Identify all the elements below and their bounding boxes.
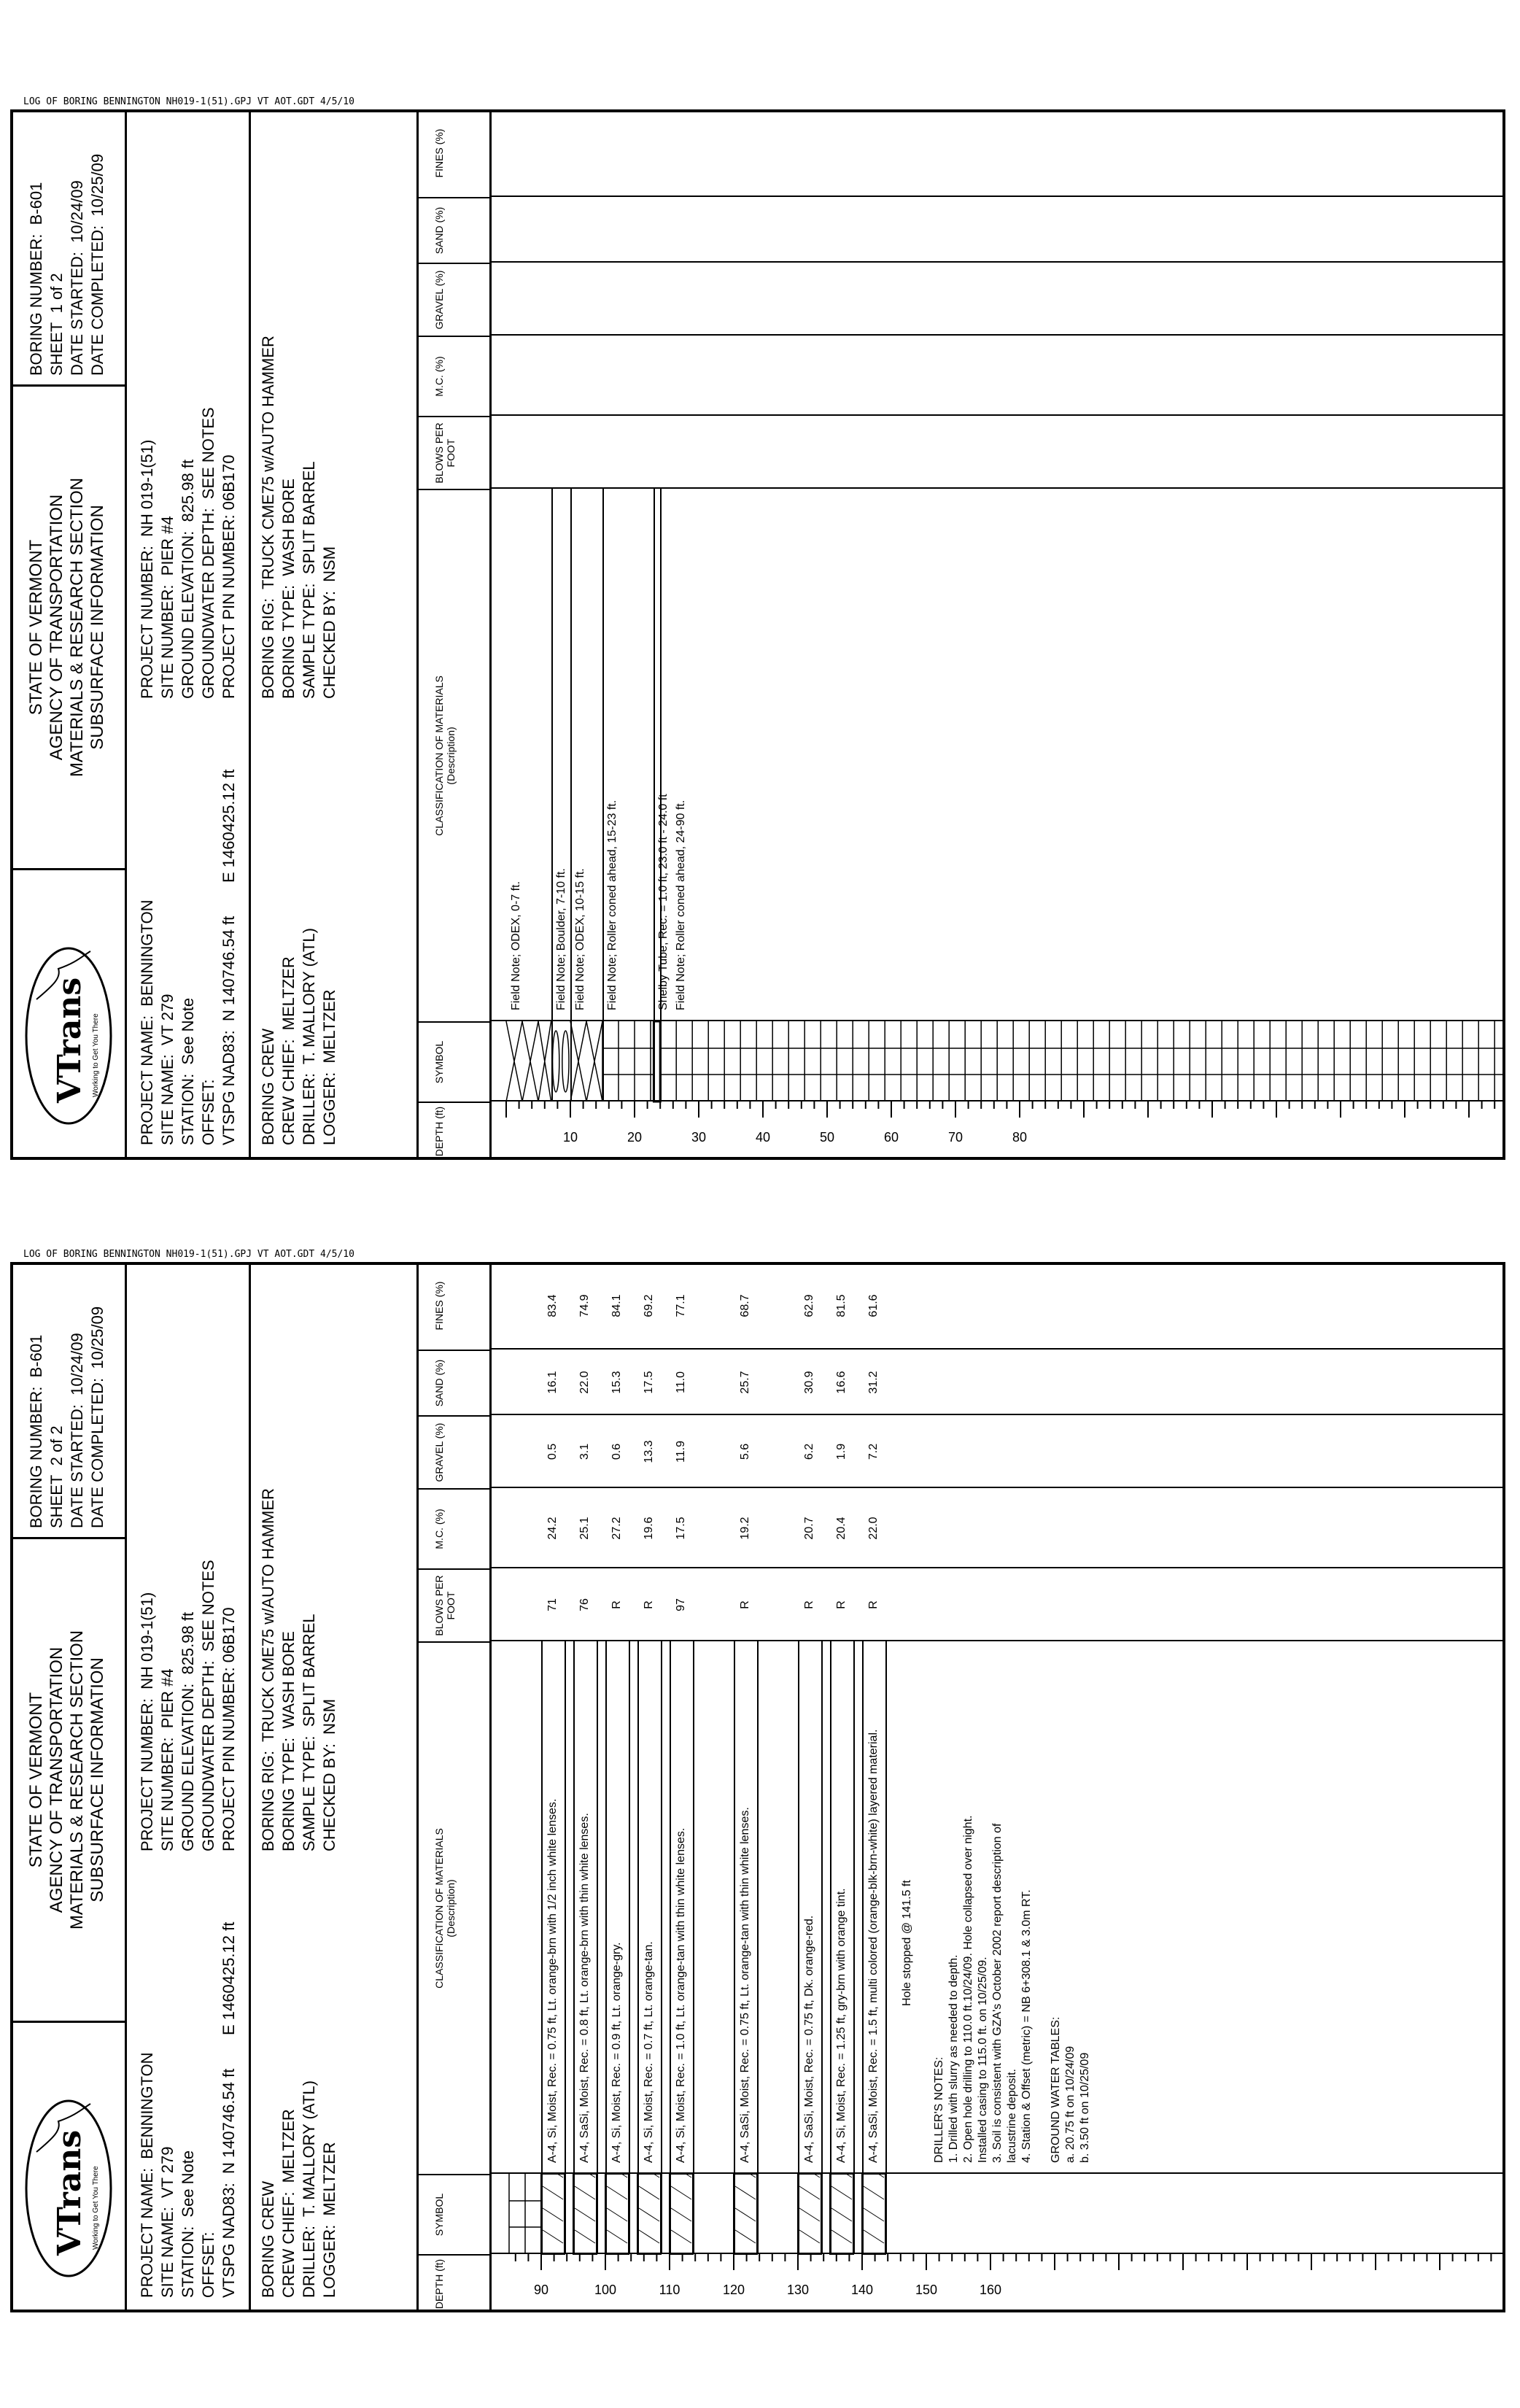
silt-symbol-pattern xyxy=(541,2174,565,2254)
sample-mc-value: 19.2 xyxy=(739,1517,751,1540)
depth-tick-label: 90 xyxy=(533,2282,549,2297)
boring-type: WASH BORE xyxy=(279,479,298,576)
sample-blows-value: R xyxy=(803,1600,815,1609)
sample-type-label: SAMPLE TYPE: xyxy=(300,1735,318,1851)
spacer xyxy=(1034,1816,1049,2163)
column-header-sublabel: (Description) xyxy=(445,727,457,785)
sample-fines-value: 74.9 xyxy=(578,1294,591,1317)
log-body xyxy=(492,1262,1505,2312)
logger-label: LOGGER: xyxy=(320,1072,338,1145)
agency-line-3: MATERIALS & RESEARCH SECTION xyxy=(67,477,87,778)
agency-line-2: AGENCY OF TRANSPORTATION xyxy=(47,1646,66,1913)
column-headers xyxy=(419,1262,492,2312)
sample-blows-value: R xyxy=(739,1600,751,1609)
project-numbers xyxy=(127,109,251,708)
sample-sand-value: 16.1 xyxy=(546,1371,559,1394)
column-header-blows xyxy=(419,416,492,489)
sample-description: A-4, SaSi, Moist, Rec. = 0.75 ft, Dk. orange-red. xyxy=(803,1915,815,2163)
crew-block xyxy=(251,1262,419,2312)
boulder-symbol-pattern xyxy=(553,1031,569,1092)
date-started: 10/24/09 xyxy=(68,180,86,243)
column-header-label: SAND (%) xyxy=(433,206,445,255)
sample-fines-value: 68.7 xyxy=(739,1294,751,1317)
groundwater-depth: SEE NOTES xyxy=(199,407,217,500)
agency-heading xyxy=(10,387,127,868)
date-completed-label: DATE COMPLETED: xyxy=(88,1377,106,1528)
layer-boundary xyxy=(885,1641,887,2254)
depth-and-symbol-column xyxy=(492,2174,1505,2312)
boring-info xyxy=(10,109,127,387)
depth-tick-label: 40 xyxy=(755,1129,771,1145)
file-label: LOG OF BORING BENNINGTON NH019-1(51).GPJ VT AOT.GDT 4/5/10 xyxy=(23,96,354,107)
northing: N 140746.54 ft xyxy=(220,915,238,1022)
column-divider xyxy=(492,334,1505,336)
depth-tick-label: 120 xyxy=(722,2282,745,2297)
boring-rig-label: BORING RIG: xyxy=(259,1750,277,1851)
boring-type: WASH BORE xyxy=(279,1631,298,1729)
agency-line-3: MATERIALS & RESEARCH SECTION xyxy=(67,1630,87,1930)
field-note: Field Note; Roller coned ahead, 24-90 ft. xyxy=(675,800,688,1010)
sample-gravel-value: 0.5 xyxy=(546,1443,559,1460)
sample-fines-value: 61.6 xyxy=(867,1294,880,1317)
layer-boundary xyxy=(830,1641,831,2254)
ground-elevation: 825.98 ft xyxy=(179,459,197,522)
groundwater-reading: b. 3.50 ft on 10/25/09 xyxy=(1079,2052,1091,2163)
project-name-label: PROJECT NAME: xyxy=(138,1015,156,1145)
project-number-label: PROJECT NUMBER: xyxy=(138,1698,156,1851)
silt-symbol-pattern xyxy=(734,2174,757,2254)
fill-symbol-pattern xyxy=(506,1021,551,1102)
sample-gravel-value: 1.9 xyxy=(835,1443,848,1460)
sheet-1 xyxy=(10,109,1520,1174)
column-header-gravel xyxy=(419,1415,492,1488)
column-header-symbol xyxy=(419,1021,492,1102)
ground-elevation-label: GROUND ELEVATION: xyxy=(179,1683,197,1851)
layer-boundary xyxy=(629,1641,630,2254)
sheet-of: 2 of 2 xyxy=(47,1425,66,1466)
layer-boundary xyxy=(570,489,572,1102)
vtspg-label: VTSPG NAD83: xyxy=(220,1030,238,1145)
title-block xyxy=(10,1262,251,2312)
logo-tagline: Working to Get You There xyxy=(92,2166,100,2250)
sample-sand-value: 25.7 xyxy=(739,1371,751,1394)
layer-boundary xyxy=(670,1641,671,2254)
silt-symbol-pattern xyxy=(573,2174,597,2254)
date-started-label: DATE STARTED: xyxy=(68,252,86,376)
column-header-label: CLASSIFICATION OF MATERIALS xyxy=(433,675,445,836)
offset-label: OFFSET: xyxy=(199,1079,217,1145)
station: See Note xyxy=(179,997,197,1065)
layer-boundary xyxy=(654,489,655,1102)
drillers-note-line: 4. Station & Offset (metric) = NB 6+308.1 & 3.0m RT. xyxy=(1020,1889,1033,2163)
site-name-label: SITE NAME: xyxy=(158,2207,177,2298)
sample-mc-value: 27.2 xyxy=(610,1517,623,1540)
logo-cell xyxy=(10,2021,127,2312)
column-header-sand xyxy=(419,197,492,263)
station-label: STATION: xyxy=(179,1073,197,1145)
sheet-2 xyxy=(10,1262,1520,2327)
logo-text: VTrans xyxy=(51,977,88,1103)
column-header-label: SYMBOL xyxy=(433,2193,445,2237)
drillers-note-line: 1. Drilled with slurry as needed to depth. xyxy=(947,1954,960,2163)
silt-symbol-pattern xyxy=(830,2174,853,2254)
logo-tagline: Working to Get You There xyxy=(92,1013,100,1097)
column-header-label: GRAVEL (%) xyxy=(433,270,445,330)
layer-boundary xyxy=(637,1641,639,2254)
site-number: PIER #4 xyxy=(158,1668,177,1729)
column-header-mc xyxy=(419,336,492,416)
sample-blows-value: R xyxy=(867,1600,880,1609)
pin-label: PROJECT PIN NUMBER: xyxy=(220,1667,238,1851)
layer-boundary xyxy=(541,1641,543,2254)
sample-blows-value: 97 xyxy=(675,1598,687,1611)
depth-tick-label: 70 xyxy=(947,1129,963,1145)
column-header-label: M.C. (%) xyxy=(433,356,445,397)
layer-boundary xyxy=(661,1641,662,2254)
depth-tick-label: 20 xyxy=(627,1129,643,1145)
groundwater-title: GROUND WATER TABLES: xyxy=(1050,2016,1062,2163)
sample-mc-value: 20.7 xyxy=(803,1517,815,1540)
drillers-notes-title: DRILLER'S NOTES: xyxy=(933,2056,945,2163)
sample-mc-value: 22.0 xyxy=(867,1517,880,1540)
sample-sand-value: 22.0 xyxy=(578,1371,591,1394)
project-name: BENNINGTON xyxy=(138,899,156,1007)
layer-boundary xyxy=(602,489,604,1102)
groundwater-reading: a. 20.75 ft on 10/24/09 xyxy=(1064,2045,1077,2163)
sample-sand-value: 15.3 xyxy=(610,1371,623,1394)
layer-boundary xyxy=(693,1641,694,2254)
sample-type-label: SAMPLE TYPE: xyxy=(300,583,318,699)
silt-symbol-pattern xyxy=(670,2174,693,2254)
sample-mc-value: 20.4 xyxy=(835,1517,848,1540)
sample-description: A-4, SaSi, Moist, Rec. = 1.5 ft, multi colored (orange-blk-brn-white) layered material. xyxy=(867,1729,880,2163)
sample-gravel-value: 7.2 xyxy=(867,1443,880,1460)
column-divider xyxy=(492,261,1505,263)
date-completed: 10/25/09 xyxy=(88,1306,106,1369)
layer-boundary xyxy=(605,1641,607,2254)
depth-tick-label: 80 xyxy=(1012,1129,1028,1145)
rock-symbol-pattern xyxy=(509,2174,541,2254)
boring-rig: TRUCK CME75 w/AUTO HAMMER xyxy=(259,336,277,590)
sample-gravel-value: 6.2 xyxy=(803,1443,815,1460)
sample-description: A-4, Si, Moist, Rec. = 1.25 ft, gry-brn with orange tint. xyxy=(835,1888,848,2163)
sample-fines-value: 69.2 xyxy=(643,1294,655,1317)
site-number-label: SITE NUMBER: xyxy=(158,584,177,699)
boring-rig-label: BORING RIG: xyxy=(259,597,277,699)
sheet-content xyxy=(10,109,1513,1160)
layer-boundary xyxy=(798,1641,799,2254)
agency-line-1: STATE OF VERMONT xyxy=(26,539,46,716)
rock-symbol-pattern xyxy=(602,1021,654,1102)
drillers-note-line: 2. Open hole drilling to 110.0 ft.10/24/09. Hole collapsed over night. xyxy=(962,1815,974,2163)
project-number-label: PROJECT NUMBER: xyxy=(138,546,156,699)
ground-elevation: 825.98 ft xyxy=(179,1611,197,1675)
sample-sand-value: 11.0 xyxy=(675,1371,687,1393)
crew-chief-label: CREW CHIEF: xyxy=(279,1039,298,1145)
column-divider xyxy=(492,1348,1505,1350)
boring-number: B-601 xyxy=(27,1334,45,1378)
sample-mc-value: 25.1 xyxy=(578,1517,591,1540)
column-header-label: GRAVEL (%) xyxy=(433,1422,445,1482)
layer-boundary xyxy=(757,1641,759,2254)
layer-boundary xyxy=(573,1641,575,2254)
fill-symbol-pattern xyxy=(570,1021,602,1102)
logger: MELTZER xyxy=(320,989,338,1064)
site-name: VT 279 xyxy=(158,2146,177,2199)
sample-blows-value: R xyxy=(835,1600,848,1609)
silt-symbol-pattern xyxy=(605,2174,629,2254)
depth-tick-label: 60 xyxy=(883,1129,899,1145)
sample-gravel-value: 5.6 xyxy=(739,1443,751,1460)
boring-crew-label: BORING CREW xyxy=(259,2180,277,2298)
layer-boundary xyxy=(565,1641,566,2254)
sample-gravel-value: 11.9 xyxy=(675,1441,687,1463)
column-divider xyxy=(492,1567,1505,1568)
sample-gravel-value: 13.3 xyxy=(643,1440,655,1463)
column-header-label: FINES (%) xyxy=(433,128,445,178)
layer-boundary xyxy=(734,1641,735,2254)
boring-info xyxy=(10,1262,127,1539)
boring-type-label: BORING TYPE: xyxy=(279,1737,298,1851)
depth-tick-label: 110 xyxy=(659,2282,680,2297)
crew-block xyxy=(251,109,419,1160)
site-name-label: SITE NAME: xyxy=(158,1054,177,1145)
sample-description: A-4, Si, Moist, Rec. = 0.9 ft, Lt. orange-gry. xyxy=(610,1942,623,2163)
column-header-label: DEPTH (ft) xyxy=(433,2258,445,2310)
drillers-note-line: lacustrine deposit. xyxy=(1006,2069,1018,2163)
sample-fines-value: 84.1 xyxy=(610,1294,623,1317)
sample-fines-value: 83.4 xyxy=(546,1294,559,1317)
column-header-depth xyxy=(419,2254,492,2312)
sample-sand-value: 31.2 xyxy=(867,1371,880,1394)
project-number: NH 019-1(51) xyxy=(138,1592,156,1689)
sample-sand-value: 17.5 xyxy=(643,1371,655,1394)
column-header-classification xyxy=(419,1641,492,2174)
boring-number: B-601 xyxy=(27,182,45,225)
column-header-depth xyxy=(419,1102,492,1160)
agency-line-4: SUBSURFACE INFORMATION xyxy=(88,505,107,750)
project-info xyxy=(127,708,251,1160)
project-numbers xyxy=(127,1262,251,1860)
column-header-label: CLASSIFICATION OF MATERIALS xyxy=(433,1828,445,1989)
sample-sand-value: 30.9 xyxy=(803,1371,815,1394)
column-header-blows xyxy=(419,1568,492,1641)
driller: T. MALLORY (ATL) xyxy=(300,2080,318,2218)
date-started-label: DATE STARTED: xyxy=(68,1404,86,1528)
vtrans-logo xyxy=(10,2021,127,2312)
sample-description: A-4, Si, Moist, Rec. = 0.75 ft, Lt. orange-brn with 1/2 inch white lenses. xyxy=(546,1798,559,2163)
vtrans-logo xyxy=(10,868,127,1160)
sheet-label: SHEET xyxy=(47,322,66,376)
depth-tick-label: 50 xyxy=(819,1129,835,1145)
boring-rig: TRUCK CME75 w/AUTO HAMMER xyxy=(259,1488,277,1743)
sample-type: SPLIT BARREL xyxy=(300,1614,318,1727)
sheet-content xyxy=(10,1262,1513,2312)
crew-chief: MELTZER xyxy=(279,2109,298,2183)
sample-description: A-4, Si, Moist, Rec. = 0.7 ft, Lt. orange-tan. xyxy=(643,1941,655,2163)
field-note: Field Note; ODEX, 0-7 ft. xyxy=(510,881,522,1010)
ground-elevation-label: GROUND ELEVATION: xyxy=(179,530,197,699)
boring-number-label: BORING NUMBER: xyxy=(27,233,45,376)
date-completed-label: DATE COMPLETED: xyxy=(88,225,106,376)
drillers-note-line: 3. Soil is consistent with GZA's October 2002 report description of xyxy=(991,1823,1004,2163)
sample-description: A-4, Si, Moist, Rec. = 1.0 ft, Lt. orange-tan with thin white lenses. xyxy=(675,1827,687,2163)
driller-label: DRILLER: xyxy=(300,1072,318,1145)
project-name-label: PROJECT NAME: xyxy=(138,2167,156,2298)
station-label: STATION: xyxy=(179,2226,197,2298)
sample-sand-value: 16.6 xyxy=(835,1371,848,1394)
boring-crew-label: BORING CREW xyxy=(259,1028,277,1145)
pin-label: PROJECT PIN NUMBER: xyxy=(220,514,238,699)
offset-label: OFFSET: xyxy=(199,2231,217,2298)
log-body xyxy=(492,109,1505,1160)
column-divider xyxy=(492,414,1505,416)
sample-description: A-4, SaSi, Moist, Rec. = 0.75 ft, Lt. orange-tan with thin white lenses. xyxy=(739,1807,751,2163)
driller: T. MALLORY (ATL) xyxy=(300,928,318,1065)
project-info xyxy=(127,1860,251,2312)
hole-stopped-note: Hole stopped @ 141.5 ft xyxy=(901,1880,913,2006)
column-divider xyxy=(492,1414,1505,1415)
field-note: Field Note; Roller coned ahead, 15-23 ft. xyxy=(606,800,619,1010)
column-header-sublabel: (Description) xyxy=(445,1879,457,1937)
depth-tick-label: 130 xyxy=(786,2282,810,2297)
site-number-label: SITE NUMBER: xyxy=(158,1737,177,1851)
column-header-label: DEPTH (ft) xyxy=(433,1106,445,1157)
sample-description: A-4, SaSi, Moist, Rec. = 0.8 ft, Lt. orange-brn with thin white lenses. xyxy=(578,1813,591,2163)
date-completed: 10/25/09 xyxy=(88,153,106,217)
sample-gravel-value: 0.6 xyxy=(610,1443,623,1460)
agency-line-1: STATE OF VERMONT xyxy=(26,1692,46,1868)
crew-chief-label: CREW CHIEF: xyxy=(279,2191,298,2298)
depth-and-symbol-column xyxy=(492,1021,1505,1160)
column-header-label: M.C. (%) xyxy=(433,1509,445,1549)
depth-tick-label: 10 xyxy=(562,1129,578,1145)
sample-mc-value: 17.5 xyxy=(675,1517,687,1540)
project-number: NH 019-1(51) xyxy=(138,439,156,537)
sample-blows-value: R xyxy=(610,1600,623,1609)
column-divider xyxy=(492,1640,1505,1641)
boring-type-label: BORING TYPE: xyxy=(279,584,298,699)
file-label: LOG OF BORING BENNINGTON NH019-1(51).GPJ VT AOT.GDT 4/5/10 xyxy=(23,1249,354,1260)
column-header-label: SYMBOL xyxy=(433,1040,445,1084)
column-header-label: SAND (%) xyxy=(433,1359,445,1407)
sample-blows-value: 71 xyxy=(546,1598,559,1611)
layer-boundary xyxy=(862,1641,864,2254)
site-name: VT 279 xyxy=(158,994,177,1046)
drillers-note-line: Installed casing to 115.0 ft. on 10/25/09. xyxy=(977,1956,989,2163)
depth-tick-label: 150 xyxy=(915,2282,938,2297)
agency-line-4: SUBSURFACE INFORMATION xyxy=(88,1657,107,1902)
project-name: BENNINGTON xyxy=(138,2052,156,2159)
depth-tick-label: 30 xyxy=(691,1129,707,1145)
sample-fines-value: 62.9 xyxy=(803,1294,815,1317)
logger: MELTZER xyxy=(320,2142,338,2216)
station: See Note xyxy=(179,2150,197,2218)
field-note: Shelby Tube, Rec. = 1.0 ft, 23.0 ft - 24.0 ft xyxy=(657,794,670,1010)
layer-boundary xyxy=(551,489,553,1102)
column-header-fines xyxy=(419,109,492,197)
pin: 06B170 xyxy=(220,454,238,511)
column-header-gravel xyxy=(419,263,492,336)
depth-tick-label: 140 xyxy=(850,2282,874,2297)
silt-symbol-pattern xyxy=(637,2174,661,2254)
sample-fines-value: 77.1 xyxy=(675,1294,687,1317)
column-header-mc xyxy=(419,1488,492,1568)
northing: N 140746.54 ft xyxy=(220,2068,238,2175)
column-header-classification xyxy=(419,489,492,1021)
column-divider xyxy=(492,1487,1505,1488)
depth-tick-label: 160 xyxy=(979,2282,1002,2297)
driller-label: DRILLER: xyxy=(300,2225,318,2298)
column-header-fines xyxy=(419,1262,492,1350)
date-started: 10/24/09 xyxy=(68,1333,86,1395)
logger-label: LOGGER: xyxy=(320,2224,338,2298)
sample-blows-value: 76 xyxy=(578,1598,591,1611)
column-header-label: BLOWS PER FOOT xyxy=(433,422,457,484)
title-block xyxy=(10,109,251,1160)
column-divider xyxy=(492,487,1505,489)
sheet-label: SHEET xyxy=(47,1474,66,1528)
layer-boundary xyxy=(853,1641,855,2254)
silt-symbol-pattern xyxy=(798,2174,821,2254)
logo-cell xyxy=(10,868,127,1160)
checked-by-label: CHECKED BY: xyxy=(320,1743,338,1851)
sample-mc-value: 19.6 xyxy=(643,1517,655,1540)
easting: E 1460425.12 ft xyxy=(220,769,238,883)
agency-heading xyxy=(10,1539,127,2021)
column-divider xyxy=(492,195,1505,197)
column-header-symbol xyxy=(419,2174,492,2254)
easting: E 1460425.12 ft xyxy=(220,1921,238,2035)
layer-boundary xyxy=(597,1641,598,2254)
crew-chief: MELTZER xyxy=(279,956,298,1031)
sample-gravel-value: 3.1 xyxy=(578,1443,591,1460)
checked-by: NSM xyxy=(320,1698,338,1735)
layer-boundary xyxy=(821,1641,823,2254)
pin: 06B170 xyxy=(220,1607,238,1663)
rock-symbol-pattern xyxy=(660,1021,1505,1102)
column-headers xyxy=(419,109,492,1160)
groundwater-depth-label: GROUNDWATER DEPTH: xyxy=(199,508,217,699)
sample-type: SPLIT BARREL xyxy=(300,461,318,575)
agency-line-2: AGENCY OF TRANSPORTATION xyxy=(47,494,66,761)
logo-text: VTrans xyxy=(51,2129,88,2256)
field-note: Field Note; ODEX, 10-15 ft. xyxy=(574,868,586,1010)
field-note: Field Note; Boulder, 7-10 ft. xyxy=(554,868,567,1010)
silt-symbol-pattern xyxy=(862,2174,885,2254)
groundwater-depth-label: GROUNDWATER DEPTH: xyxy=(199,1660,217,1851)
column-header-sand xyxy=(419,1350,492,1415)
groundwater-depth: SEE NOTES xyxy=(199,1560,217,1652)
boring-number-label: BORING NUMBER: xyxy=(27,1386,45,1528)
site-number: PIER #4 xyxy=(158,516,177,576)
column-header-label: FINES (%) xyxy=(433,1281,445,1331)
checked-by-label: CHECKED BY: xyxy=(320,591,338,699)
drillers-notes xyxy=(932,1816,1093,2163)
checked-by: NSM xyxy=(320,546,338,582)
column-header-label: BLOWS PER FOOT xyxy=(433,1575,457,1636)
sample-mc-value: 24.2 xyxy=(546,1517,559,1540)
depth-tick-label: 100 xyxy=(594,2282,617,2297)
vtspg-label: VTSPG NAD83: xyxy=(220,2183,238,2298)
sample-blows-value: R xyxy=(643,1600,655,1609)
sheet-of: 1 of 2 xyxy=(47,273,66,314)
sample-fines-value: 81.5 xyxy=(835,1294,848,1317)
